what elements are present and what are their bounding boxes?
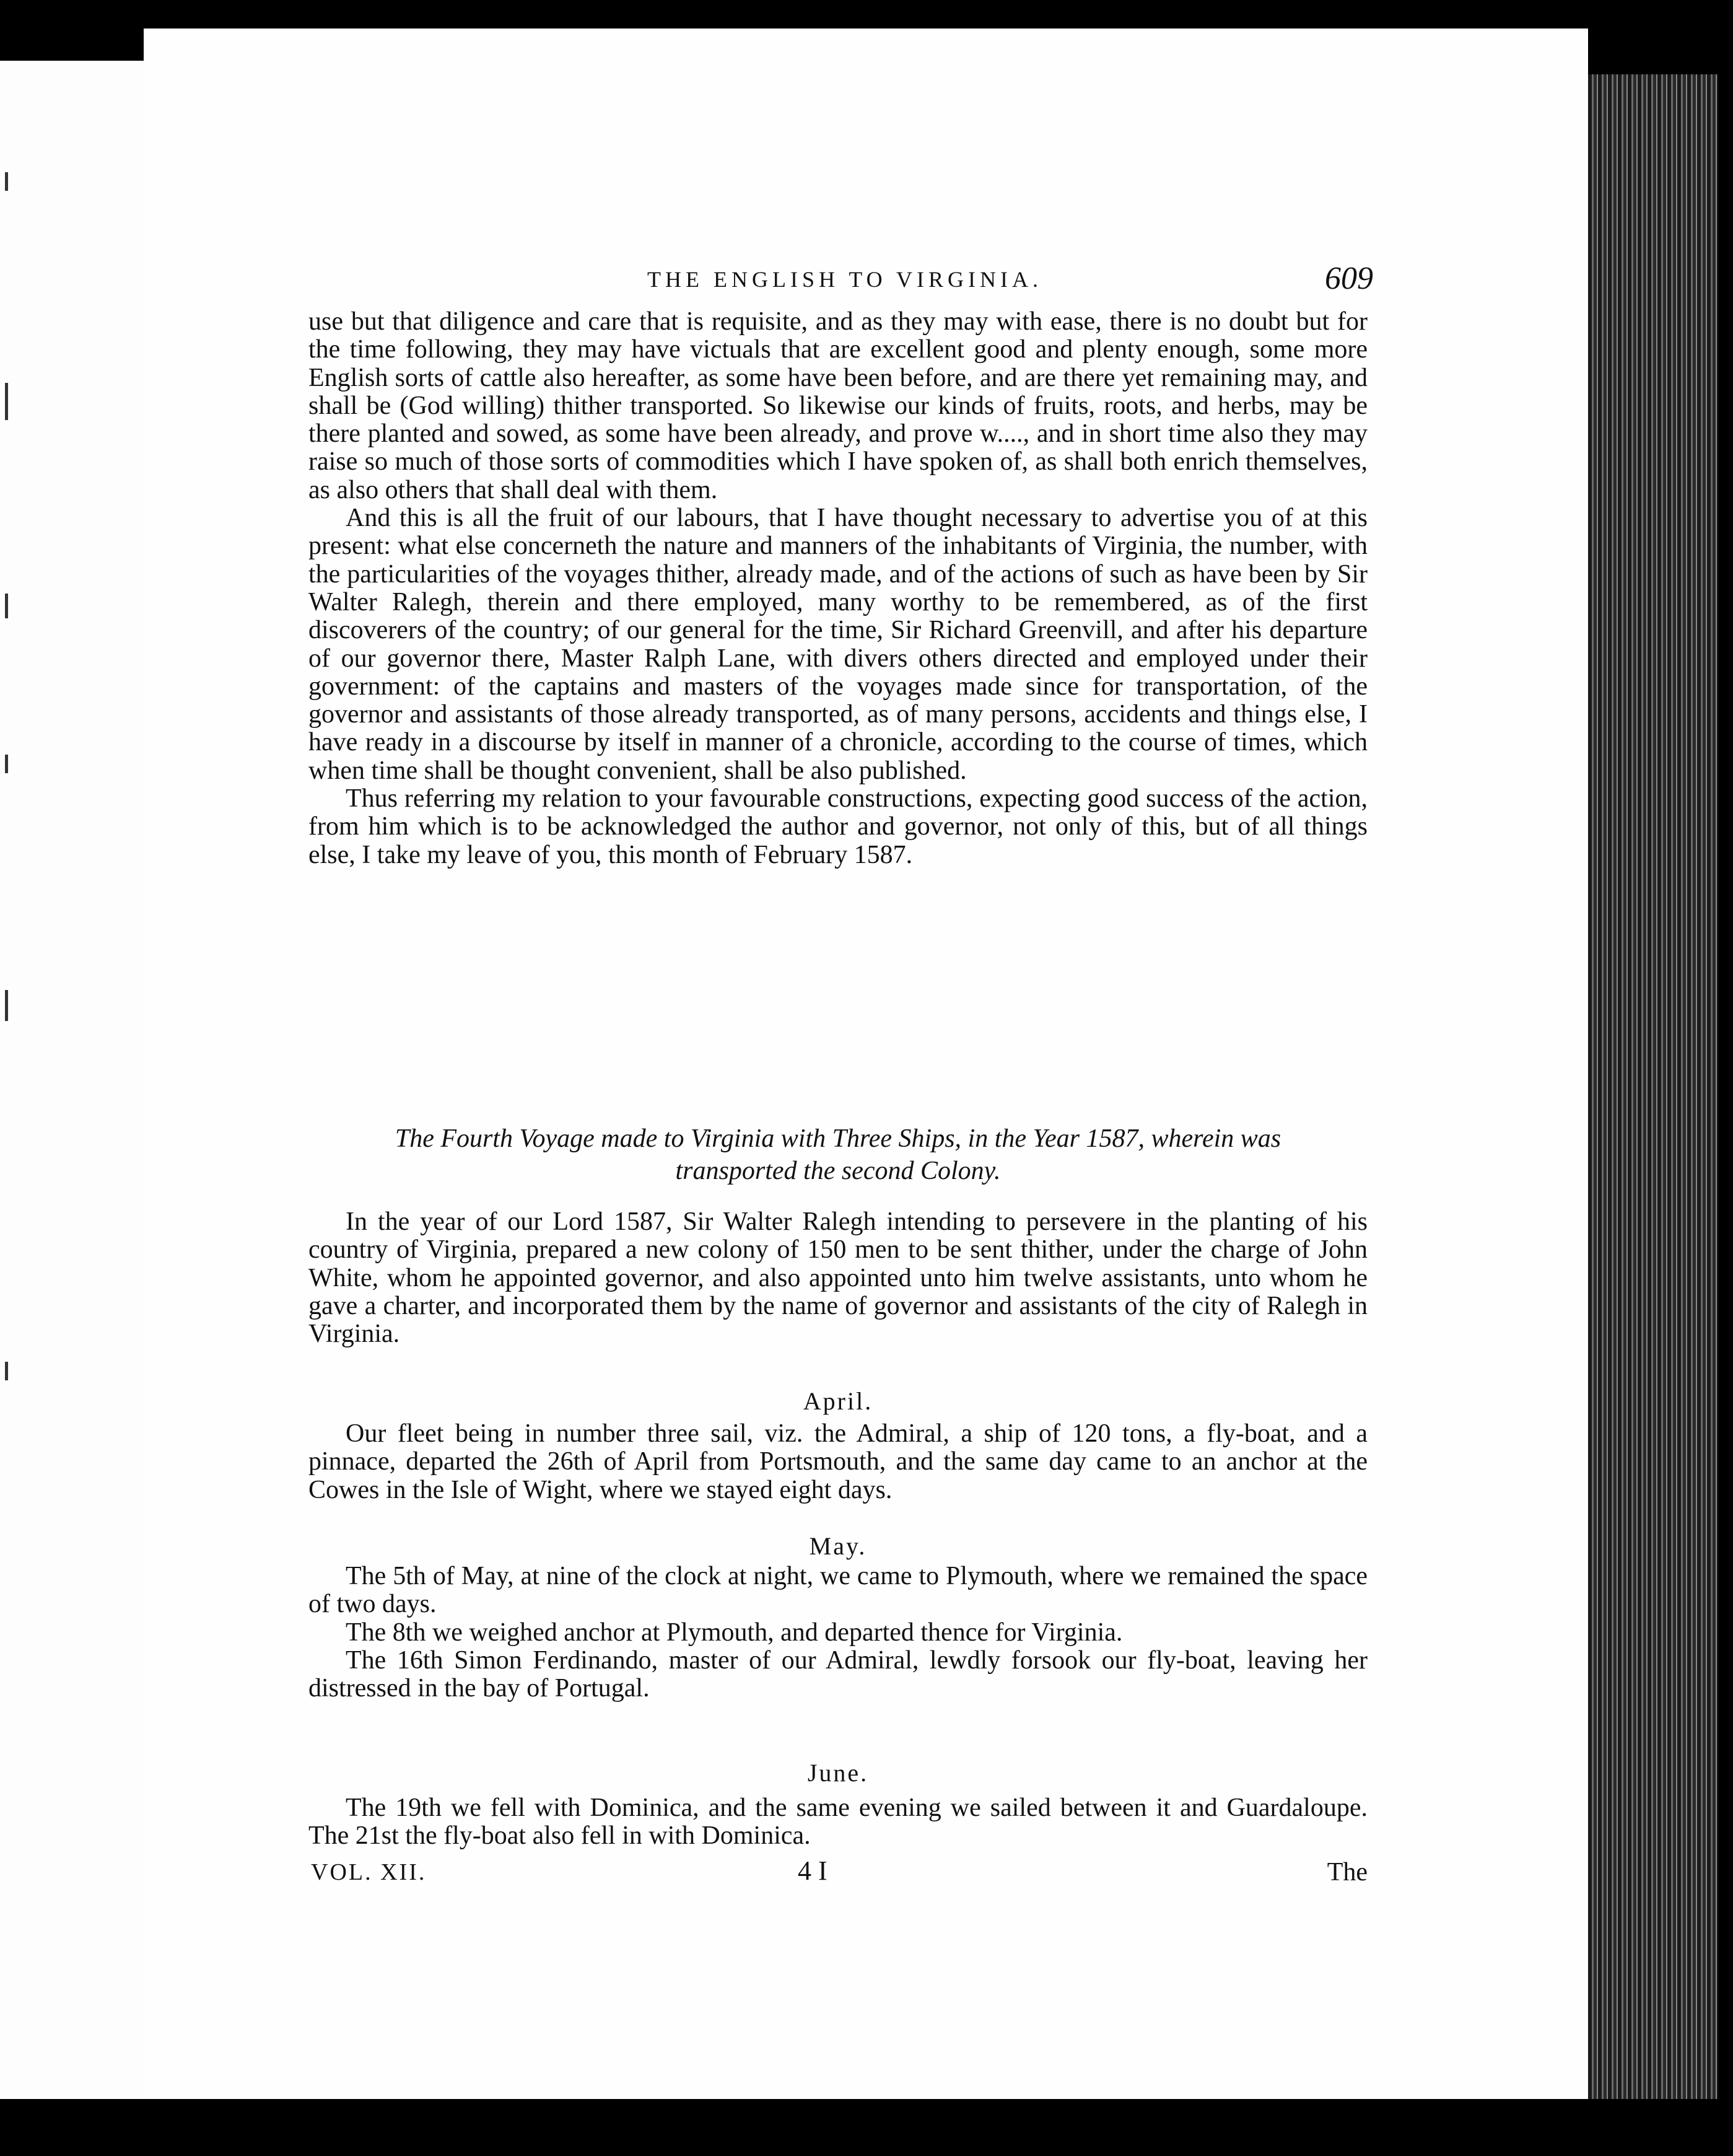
may-entries (308, 1562, 1368, 1702)
facing-page-mark (5, 755, 8, 773)
volume-label: VOL. XII. (311, 1859, 427, 1885)
page-footer (308, 1855, 1368, 1888)
april-entries (308, 1420, 1368, 1504)
voyage-intro (308, 1208, 1368, 1348)
june-entries (308, 1794, 1368, 1851)
page-number: 609 (1325, 261, 1373, 296)
facing-page-mark (5, 594, 8, 618)
journal-entry: The 8th we weighed anchor at Plymouth, and departed thence for Virginia. (346, 1618, 1123, 1647)
facing-page-mark (5, 383, 8, 420)
signature-mark: 4 I (798, 1856, 827, 1886)
paragraph: Thus referring my relation to your favourable constructions, expecting good success of the action, from him which is to be acknowledged the author and governor, not only of this, but of all things else, I take my leave of you, this month of February 1587. (308, 784, 1368, 869)
journal-entry: The 19th we fell with Dominica, and the same evening we sailed between it and Guardaloupe. The 21st the fly-boat also fell in with Dominica. (308, 1794, 1368, 1851)
book-fore-edge (1588, 74, 1718, 2099)
section-heading (308, 1123, 1368, 1187)
facing-page-edge (0, 61, 146, 2099)
facing-page-mark (5, 172, 8, 191)
section-heading-line: The Fourth Voyage made to Virginia with Three Ships, in the Year 1587, wherein was (395, 1124, 1281, 1153)
month-heading-may: May. (809, 1532, 867, 1560)
month-heading-april: April. (803, 1387, 873, 1415)
paragraph: And this is all the fruit of our labours, that I have thought necessary to advertise you of at this present: what else concerneth the nature and manners of the inhabitants of Virginia, the number, with the particularities of the voyages thither, already made, and of the actions of such as have been by Sir Walter Ralegh, therein and there employed, many worthy to be remembered, as of the first discoverers of the country; of our general for the time, Sir Richard Greenvill, and after his departure of our governor there, Master Ralph Lane, with divers others directed and employed under their government: of the captains and masters of the voyages made since for transportation, of the governor and assistants of those already transported, as of many persons, accidents and things else, I have ready in a discourse by itself in manner of a chronicle, according to the course of times, which when time shall be thought convenient, shall be also published. (308, 504, 1368, 785)
paragraph: use but that diligence and care that is requisite, and as they may with ease, there is no doubt but for the time following, they may have victuals that are excellent good and plenty enough, some more English sorts of cattle also hereafter, as some have been before, and are there yet remaining may, and shall be (God willing) thither transported. So likewise our kinds of fruits, roots, and herbs, may be there planted and sowed, as some have been already, and prove w...., and in short time also they may raise so much of those sorts of commodities which I have spoken of, as shall both enrich themselves, as also others that shall deal with them. (308, 307, 1368, 504)
page-header (647, 260, 1373, 304)
facing-page-mark (5, 990, 8, 1021)
journal-entry: The 5th of May, at nine of the clock at night, we came to Plymouth, where we remained the space of two days. (308, 1562, 1368, 1619)
running-head: THE ENGLISH TO VIRGINIA. (647, 267, 1042, 292)
catchword: The (1327, 1858, 1368, 1887)
journal-entry: Our fleet being in number three sail, viz. the Admiral, a ship of 120 tons, a fly-boat, and a pinnace, departed the 26th of April from Portsmouth, and the same day came to an anchor at the Cowes in the Isle of Wight, where we stayed eight days. (308, 1419, 1368, 1504)
facing-page-mark (5, 1362, 8, 1380)
journal-entry: The 16th Simon Ferdinando, master of our Admiral, lewdly forsook our fly-boat, leaving her distressed in the bay of Portugal. (308, 1645, 1368, 1703)
month-heading-june: June. (807, 1759, 869, 1787)
closing-letter-text (308, 308, 1368, 869)
section-heading-line: transported the second Colony. (675, 1157, 1001, 1185)
paragraph: In the year of our Lord 1587, Sir Walter Ralegh intending to persevere in the planting of his country of Virginia, prepared a new colony of 150 men to be sent thither, under the charge of John White, whom he appointed governor, and also appointed unto him twelve assistants, unto whom he gave a charter, and incorporated them by the name of governor and assistants of the city of Ralegh in Virginia. (308, 1207, 1368, 1349)
